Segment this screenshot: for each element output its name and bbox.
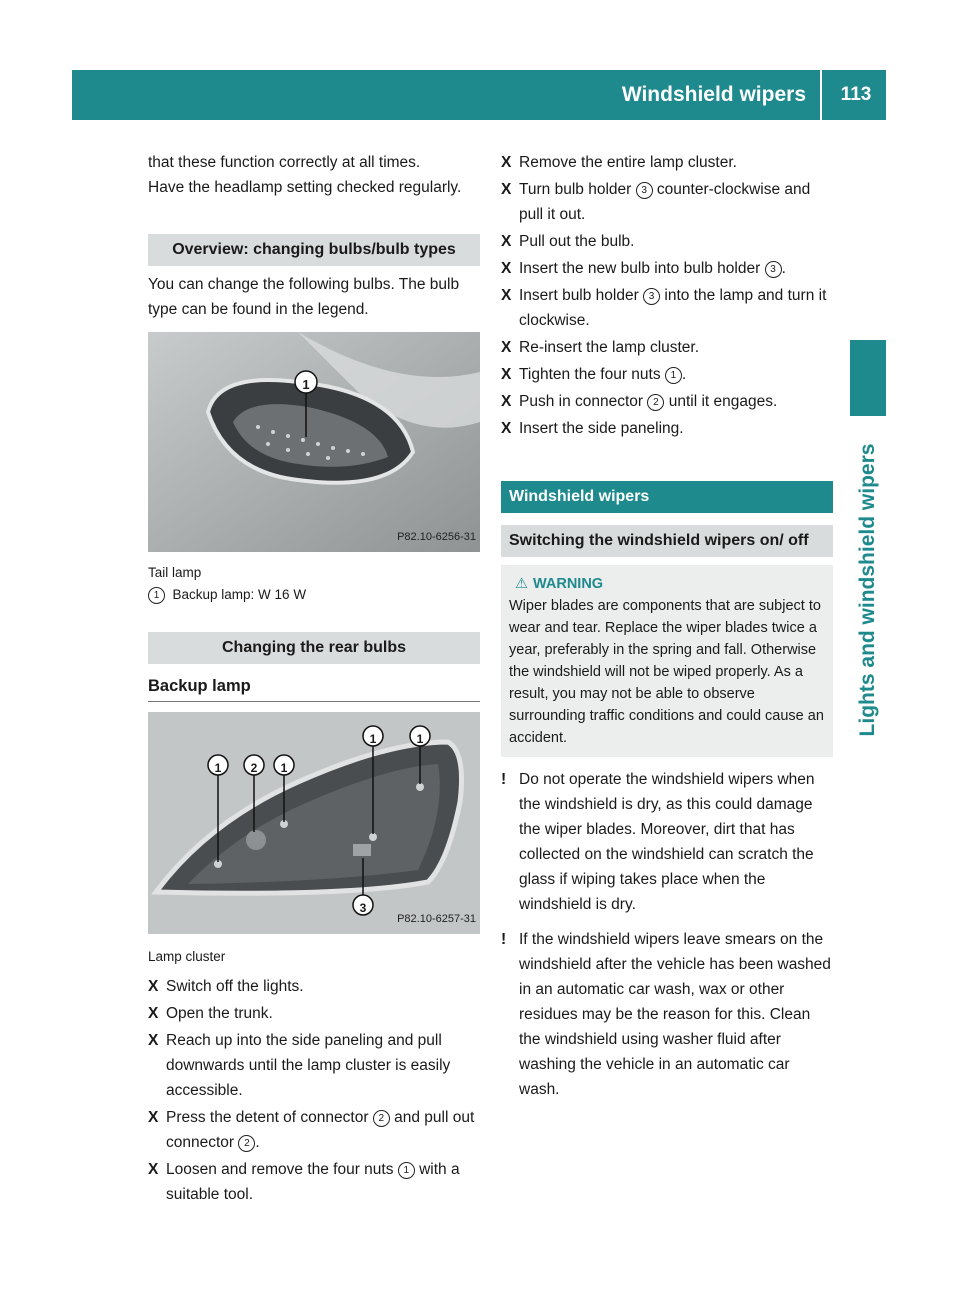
step-text: with a suitable tool.	[166, 1161, 460, 1203]
step: X Switch off the lights.	[148, 978, 304, 995]
step: X Reach up into the side paneling and pull downwards until the lamp cluster is easily accessible.	[148, 1032, 451, 1099]
step-text: until it engages.	[664, 393, 778, 410]
ref-number: 1	[665, 367, 682, 384]
step-text: counter-clockwise and pull it out.	[519, 181, 811, 223]
ref-number: 3	[636, 182, 653, 199]
step-text: Turn bulb holder	[519, 181, 636, 198]
legend-text: Backup lamp: W 16 W	[172, 587, 307, 602]
step-text: Push in connector	[519, 393, 648, 410]
page-number: 113	[840, 84, 872, 105]
lamp-cluster-image	[148, 712, 480, 934]
step-text: Remove the entire lamp cluster.	[519, 154, 737, 171]
warning-text: Wiper blades are components that are subject to wear and tear. Replace the wiper blades twice a year, preferably in the spring and fall. Otherwise the windshield will not be wiped properly. As a result, you may not be able to observe surrounding traffic conditions and could cause an accident.	[509, 598, 824, 746]
step-text: Loosen and remove the four nuts	[166, 1161, 398, 1178]
legend-backup-lamp	[148, 584, 480, 606]
image-code: P82.10-6256-31	[397, 531, 476, 543]
steps-left	[148, 974, 480, 1207]
right-column	[501, 150, 833, 1102]
step-text: Tighten the four nuts	[519, 366, 665, 383]
step-text: Insert the side paneling.	[519, 420, 684, 437]
note-smears	[501, 927, 833, 1102]
step: X Insert bulb holder 3 into the lamp and turn it clockwise.	[501, 287, 827, 329]
bulb-types-text: You can change the following bulbs. The bulb type can be found in the legend.	[148, 276, 460, 318]
ref-number: 3	[765, 261, 782, 278]
side-tab-marker	[850, 340, 886, 416]
ref-number: 2	[373, 1110, 390, 1127]
lamp-cluster-illustration	[148, 712, 480, 934]
step-text: Press the detent of connector	[166, 1109, 373, 1126]
section-heading-wipers: Windshield wipers	[501, 481, 833, 513]
tail-lamp-image	[148, 332, 480, 552]
callout-1c: 1	[369, 732, 377, 746]
side-tab-label	[850, 425, 886, 755]
callout-3: 3	[359, 901, 367, 915]
callout-1b: 1	[280, 761, 288, 775]
warning-box	[501, 565, 833, 757]
ref-number: 2	[647, 394, 664, 411]
step-text: and pull out connector	[166, 1109, 475, 1151]
side-tab-text: Lights and windshield wipers	[856, 443, 879, 737]
legend-number: 1	[148, 587, 165, 604]
step-text: Switch off the lights.	[166, 978, 304, 995]
exclamation-icon: !	[501, 931, 507, 948]
step: X Insert the side paneling.	[501, 420, 684, 437]
exclamation-icon: !	[501, 771, 507, 788]
step-text: .	[681, 366, 687, 383]
image-caption-tail-lamp: Tail lamp	[148, 565, 202, 580]
callout-1a: 1	[214, 761, 222, 775]
tail-lamp-illustration	[148, 332, 480, 552]
intro-line-1: that these function correctly at all times.	[148, 154, 421, 171]
step: X Open the trunk.	[148, 1005, 273, 1022]
note-text: If the windshield wipers leave smears on the windshield after the vehicle has been washed in an automatic car wash, wax or other residues may be the reason for this. Clean the windshield using washer fluid after washing the vehicle in an automatic car wash.	[519, 931, 831, 1098]
step-text: Open the trunk.	[166, 1005, 273, 1022]
left-column	[148, 150, 480, 1209]
step-text: Insert bulb holder	[519, 287, 644, 304]
step-text: Pull out the bulb.	[519, 233, 635, 250]
warning-triangle-icon: ⚠	[515, 576, 528, 592]
ref-number: 3	[643, 288, 660, 305]
intro-line-2: Have the headlamp setting checked regularly.	[148, 179, 462, 196]
header-bar	[72, 70, 886, 120]
note-text: Do not operate the windshield wipers when the windshield is dry, as this could damage the wiper blades. Moreover, dirt that has collected on the windshield can scratch the glass if wiping takes place when the windshield is dry.	[519, 771, 815, 913]
section-heading-rear-bulbs: Changing the rear bulbs	[148, 632, 480, 664]
callout-2: 2	[250, 761, 258, 775]
section-heading-bulb-types: Overview: changing bulbs/bulb types	[148, 234, 480, 266]
ref-number: 1	[398, 1162, 415, 1179]
step-text: .	[255, 1134, 260, 1151]
step: X Turn bulb holder 3 counter-clockwise and pull it out.	[501, 181, 811, 223]
warning-heading	[509, 573, 825, 595]
step: X Pull out the bulb.	[501, 233, 635, 250]
step: X Tighten the four nuts 1 .	[501, 366, 687, 383]
step-text: Insert the new bulb into bulb holder	[519, 260, 765, 277]
image-caption-lamp-cluster: Lamp cluster	[148, 949, 226, 964]
ref-number: 2	[238, 1135, 255, 1152]
callout-1d: 1	[416, 732, 424, 746]
step-text: .	[781, 260, 786, 277]
step: X Insert the new bulb into bulb holder 3 .	[501, 260, 786, 277]
step: X Remove the entire lamp cluster.	[501, 154, 737, 171]
step: X Push in connector 2 until it engages.	[501, 393, 778, 410]
step: X Re-insert the lamp cluster.	[501, 339, 700, 356]
image-code: P82.10-6257-31	[397, 913, 476, 925]
warning-title: WARNING	[533, 576, 604, 592]
step-text: into the lamp and turn it clockwise.	[519, 287, 827, 329]
note-dry-windshield	[501, 767, 833, 917]
callout-1: 1	[302, 377, 310, 392]
step-text: Re-insert the lamp cluster.	[519, 339, 700, 356]
step-text: Reach up into the side paneling and pull downwards until the lamp cluster is easily accessible.	[166, 1032, 451, 1099]
section-heading-switching-wipers: Switching the windshield wipers on/ off	[501, 525, 833, 557]
subheading-backup-lamp: Backup lamp	[148, 674, 480, 702]
step: X Press the detent of connector 2 and pull out connector 2 .	[148, 1109, 475, 1151]
step: X Loosen and remove the four nuts 1 with a suitable tool.	[148, 1161, 460, 1203]
steps-right	[501, 150, 833, 441]
page-section-title: Windshield wipers	[622, 70, 822, 120]
